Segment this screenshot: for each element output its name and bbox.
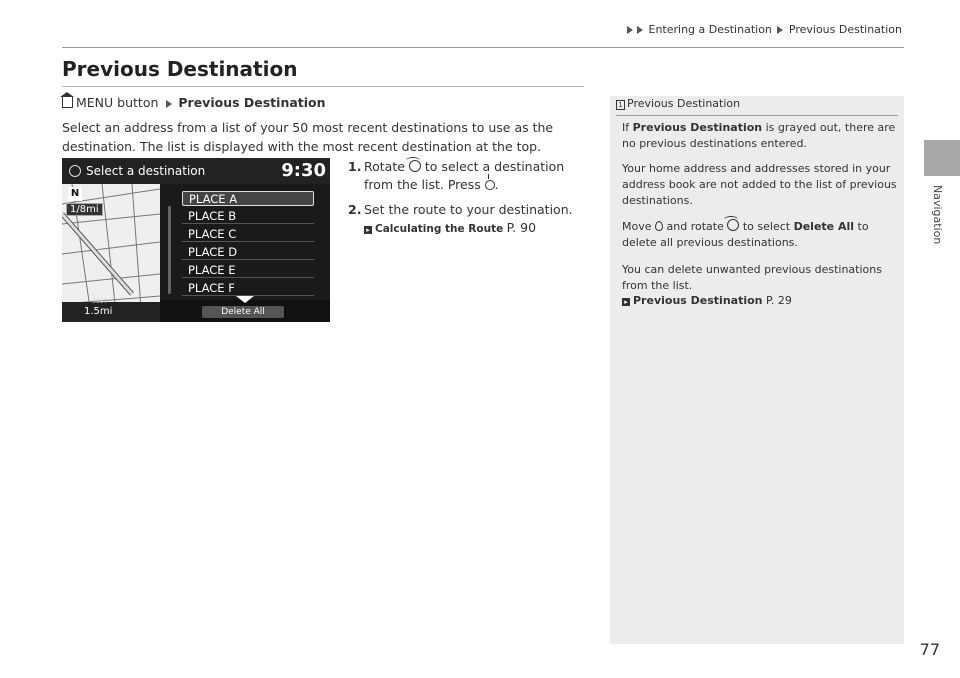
breadcrumb-item[interactable]: Entering a Destination <box>648 23 772 36</box>
destination-list <box>160 184 330 300</box>
screen-title: Select a destination <box>86 164 206 178</box>
arrow-icon <box>627 26 633 34</box>
press-icon <box>485 180 495 190</box>
reference-arrow-icon: ▸ <box>364 226 372 234</box>
menu-button-label: MENU button <box>76 95 159 110</box>
arrow-icon <box>637 26 643 34</box>
north-icon: N <box>68 187 82 201</box>
title-divider <box>62 86 584 87</box>
delete-all-button[interactable]: Delete All <box>202 306 284 318</box>
note-paragraph: You can delete unwanted previous destinations from the list. <box>622 263 882 292</box>
arrow-icon <box>166 100 172 108</box>
list-item[interactable]: PLACE D <box>182 245 314 260</box>
street-label: 31ST <box>92 298 108 305</box>
home-icon <box>62 97 73 108</box>
page-number: 77 <box>919 640 940 659</box>
page-title: Previous Destination <box>62 57 298 81</box>
screen-time: 9:30 <box>281 160 326 181</box>
intro-text: Select an address from a list of your 50 most recent destinations to use as the destination. The list is displayed with the most recent destination at the top. <box>62 120 554 154</box>
list-item[interactable]: PLACE C <box>182 227 314 242</box>
nav-screen-image <box>62 158 330 322</box>
list-item[interactable]: PLACE F <box>182 281 314 296</box>
step-2: 2. Set the route to your destination. <box>348 202 573 217</box>
breadcrumb-item[interactable]: Previous Destination <box>788 23 902 36</box>
map-scale-bottom: 1.5mi <box>84 306 113 317</box>
step-1: 1. Rotate to select a destination from the list. Press . <box>348 159 565 192</box>
cross-reference-link[interactable]: ▸ Previous Destination P. 29 <box>622 294 792 307</box>
note-paragraph: Your home address and addresses stored in your address book are not added to the list of previous destinations. <box>622 162 897 207</box>
breadcrumb <box>625 23 902 36</box>
list-item[interactable]: PLACE B <box>182 209 314 224</box>
arrow-icon <box>777 26 783 34</box>
note-number-icon: 1 <box>616 100 625 110</box>
note-divider <box>616 115 898 116</box>
note-header: 1 Previous Destination <box>616 97 740 110</box>
rotate-knob-icon <box>727 219 739 231</box>
rotate-knob-icon <box>409 160 421 172</box>
reference-arrow-icon: ▸ <box>622 298 630 306</box>
scrollbar[interactable] <box>168 206 171 294</box>
note-paragraph: If Previous Destination is grayed out, there are no previous destinations entered. <box>622 121 896 150</box>
side-tab-label: Navigation <box>931 185 944 245</box>
map-scale: 1/8mi <box>66 203 103 216</box>
menu-path <box>62 95 326 110</box>
move-joystick-icon <box>655 221 663 231</box>
header-divider <box>62 47 904 48</box>
list-item[interactable]: PLACE A <box>182 191 314 206</box>
note-paragraph: Move and rotate to select Delete All to delete all previous destinations. <box>622 220 869 249</box>
list-item[interactable]: PLACE E <box>182 263 314 278</box>
side-tab-marker <box>924 140 960 176</box>
voice-icon <box>69 165 81 177</box>
cross-reference-link[interactable]: ▸ Calculating the Route P. 90 <box>364 220 536 235</box>
menu-path-item: Previous Destination <box>178 95 326 110</box>
scroll-down-icon[interactable] <box>236 296 254 303</box>
